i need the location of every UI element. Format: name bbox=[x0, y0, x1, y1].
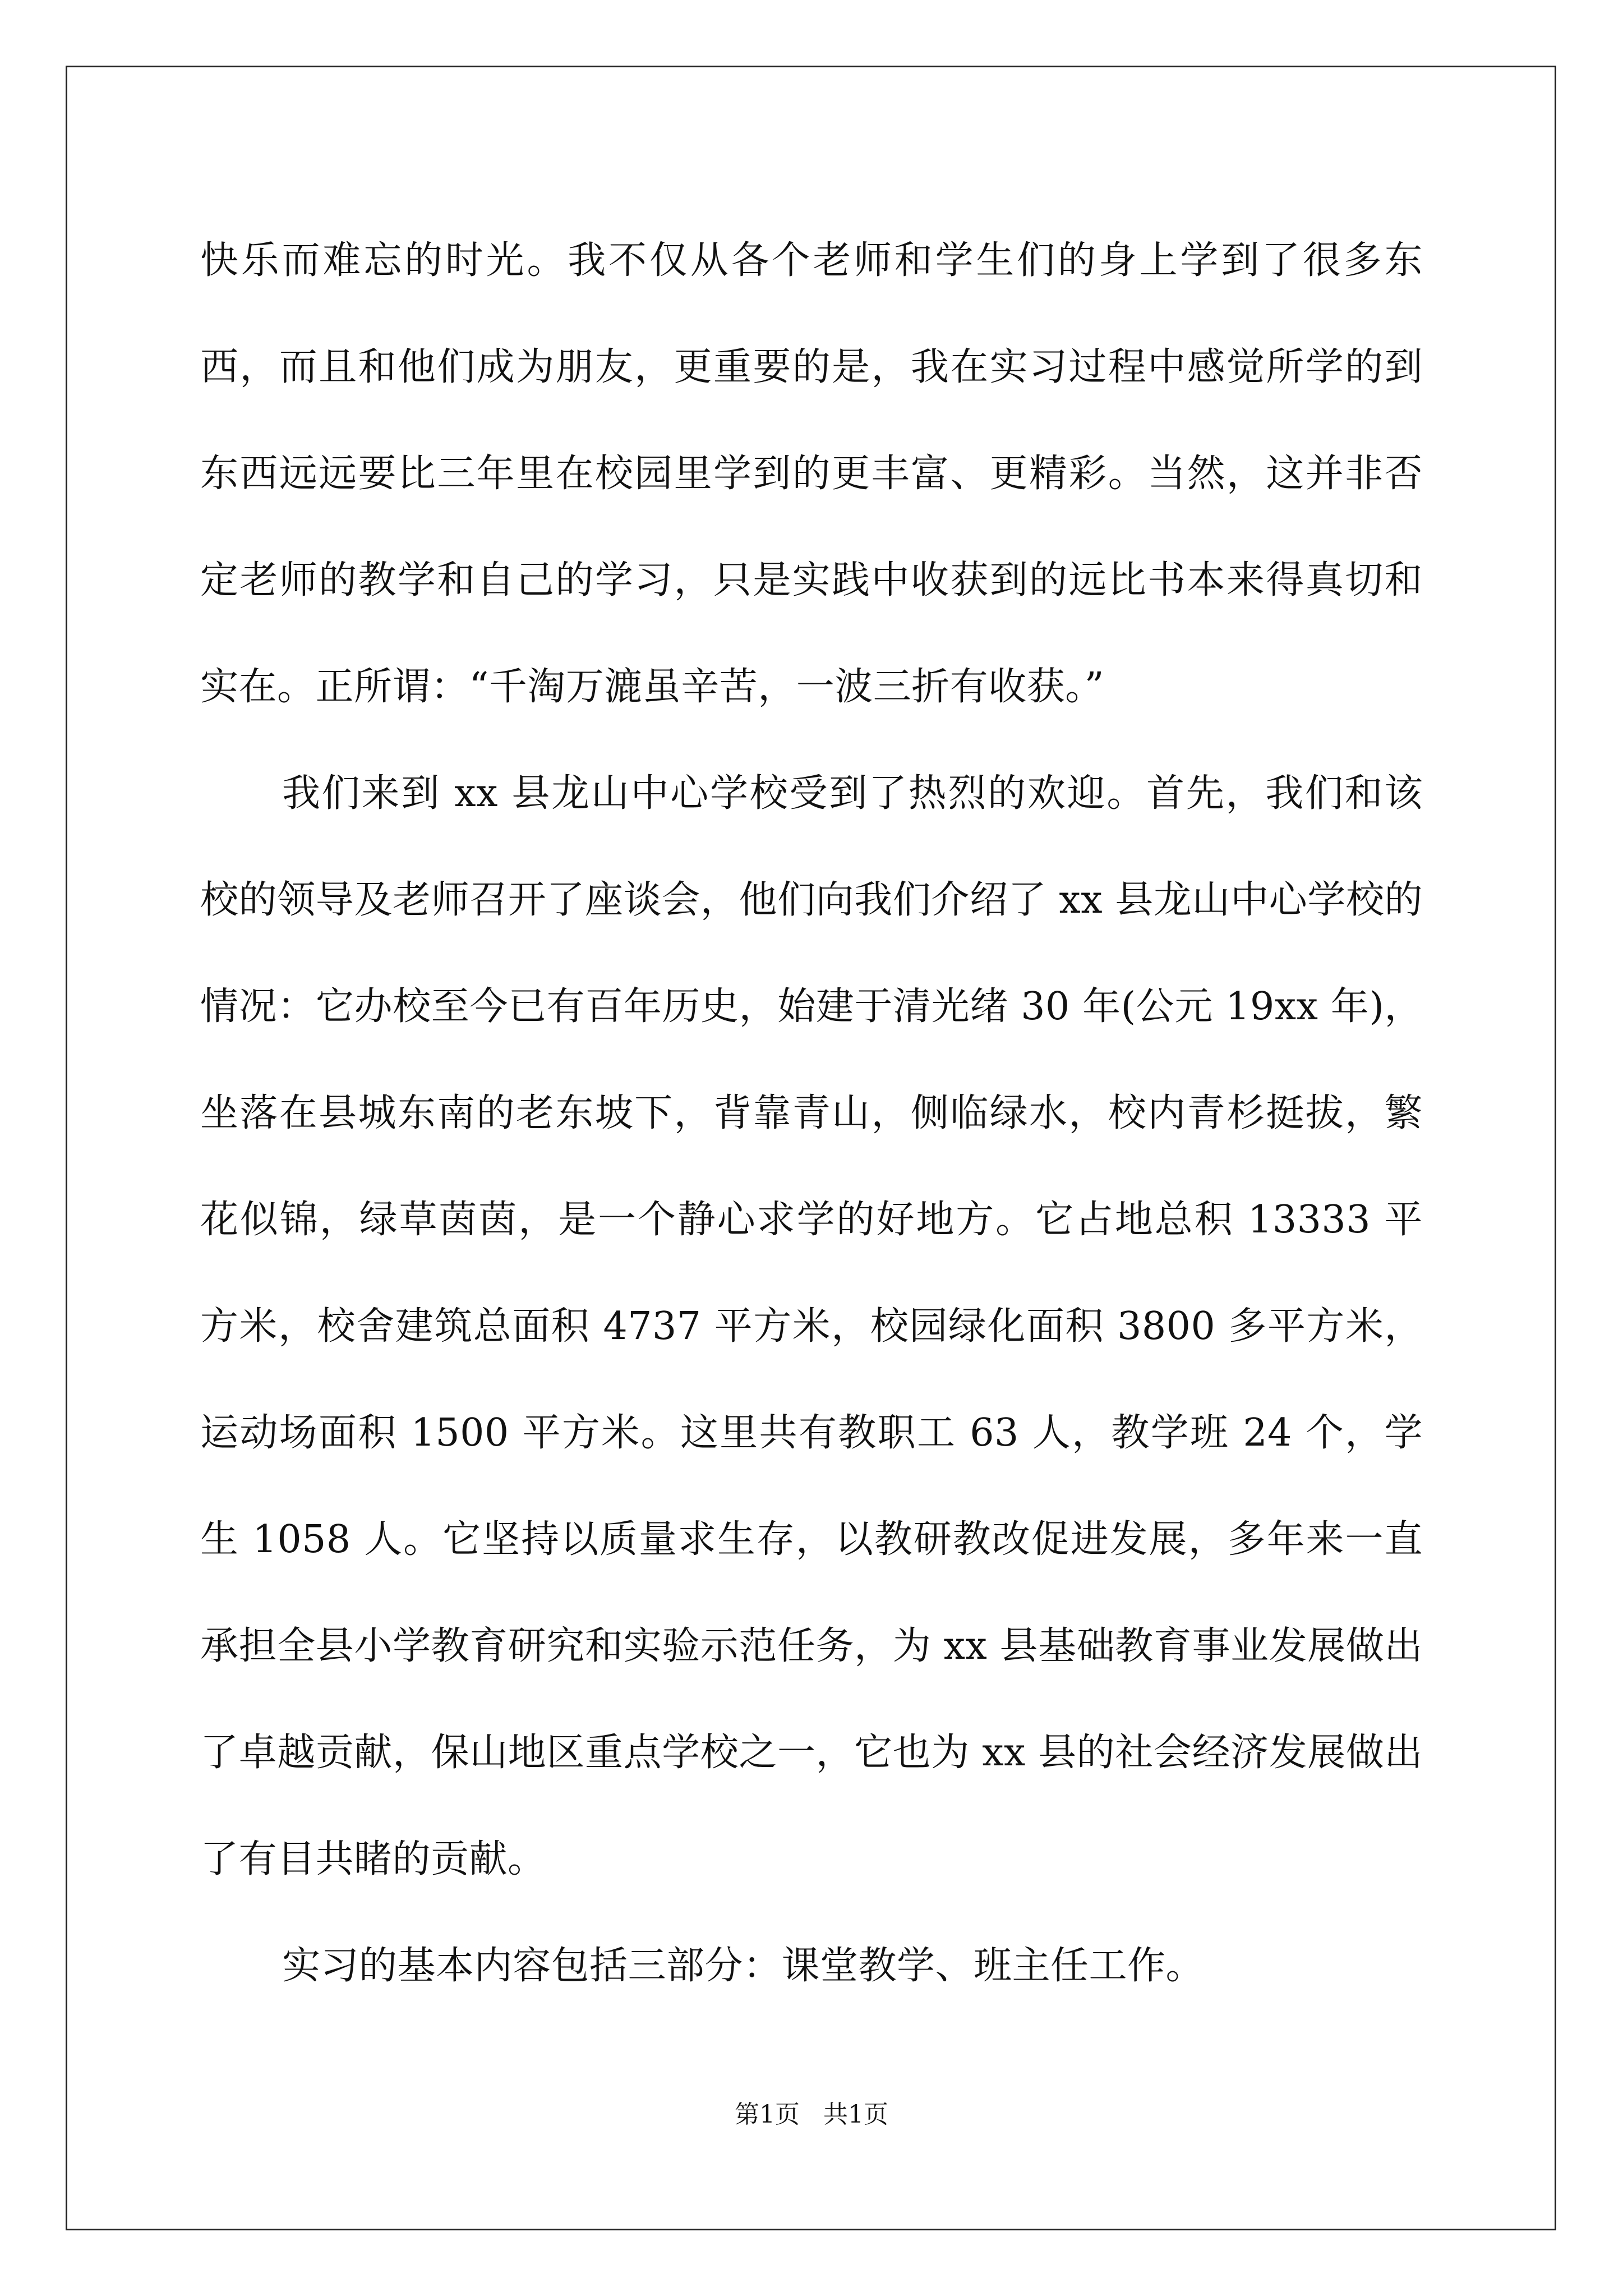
paragraph-internship-content: 实习的基本内容包括三部分：课堂教学、班主任工作。 bbox=[282, 1944, 1205, 1988]
page-number-total: 共1页 bbox=[823, 2100, 888, 2129]
page-number-current: 第1页 bbox=[735, 2100, 800, 2129]
paragraph-school-intro: 我们来到 xx 县龙山中心学校受到了热烈的欢迎。首先，我们和该校的领导及老师召开了座谈会，他们向我们介绍了 xx 县龙山中心学校的情况：它办校至今已有百年历史，始建于清光绪 30 年(公元 19xx 年)，坐落在县城东南的老东坡下，背靠青山，侧临绿水，校内青杉挺拔，繁花似锦，绿草茵茵，是一个静心求学的好地方。它占地总积 13333 平方米，校舍建筑总面积 4737 平方米，校园绿化面积 3800 多平方米，运动场面积 1500 平方米。这里共有教职工 63 人，教学班 24 个，学生 1058 人。它坚持以质量求生存，以教研教改促进发展，多年来一直承担全县小学教育研究和实验示范任务，为 xx 县基础教育事业发展做出了卓越贡献，保山地区重点学校之一，它也为 xx 县的社会经济发展做出了有目共睹的贡献。 bbox=[200, 771, 1423, 1881]
page-footer bbox=[0, 2098, 1623, 2132]
document-body bbox=[200, 208, 1423, 2019]
paragraph-continued: 快乐而难忘的时光。我不仅从各个老师和学生们的身上学到了很多东西，而且和他们成为朋友，更重要的是，我在实习过程中感觉所学的到东西远远要比三年里在校园里学到的更丰富、更精彩。当然，这并非否定老师的教学和自己的学习，只是实践中收获到的远比书本来得真切和实在。正所谓：“千淘万漉虽辛苦，一波三折有收获。” bbox=[200, 238, 1423, 709]
